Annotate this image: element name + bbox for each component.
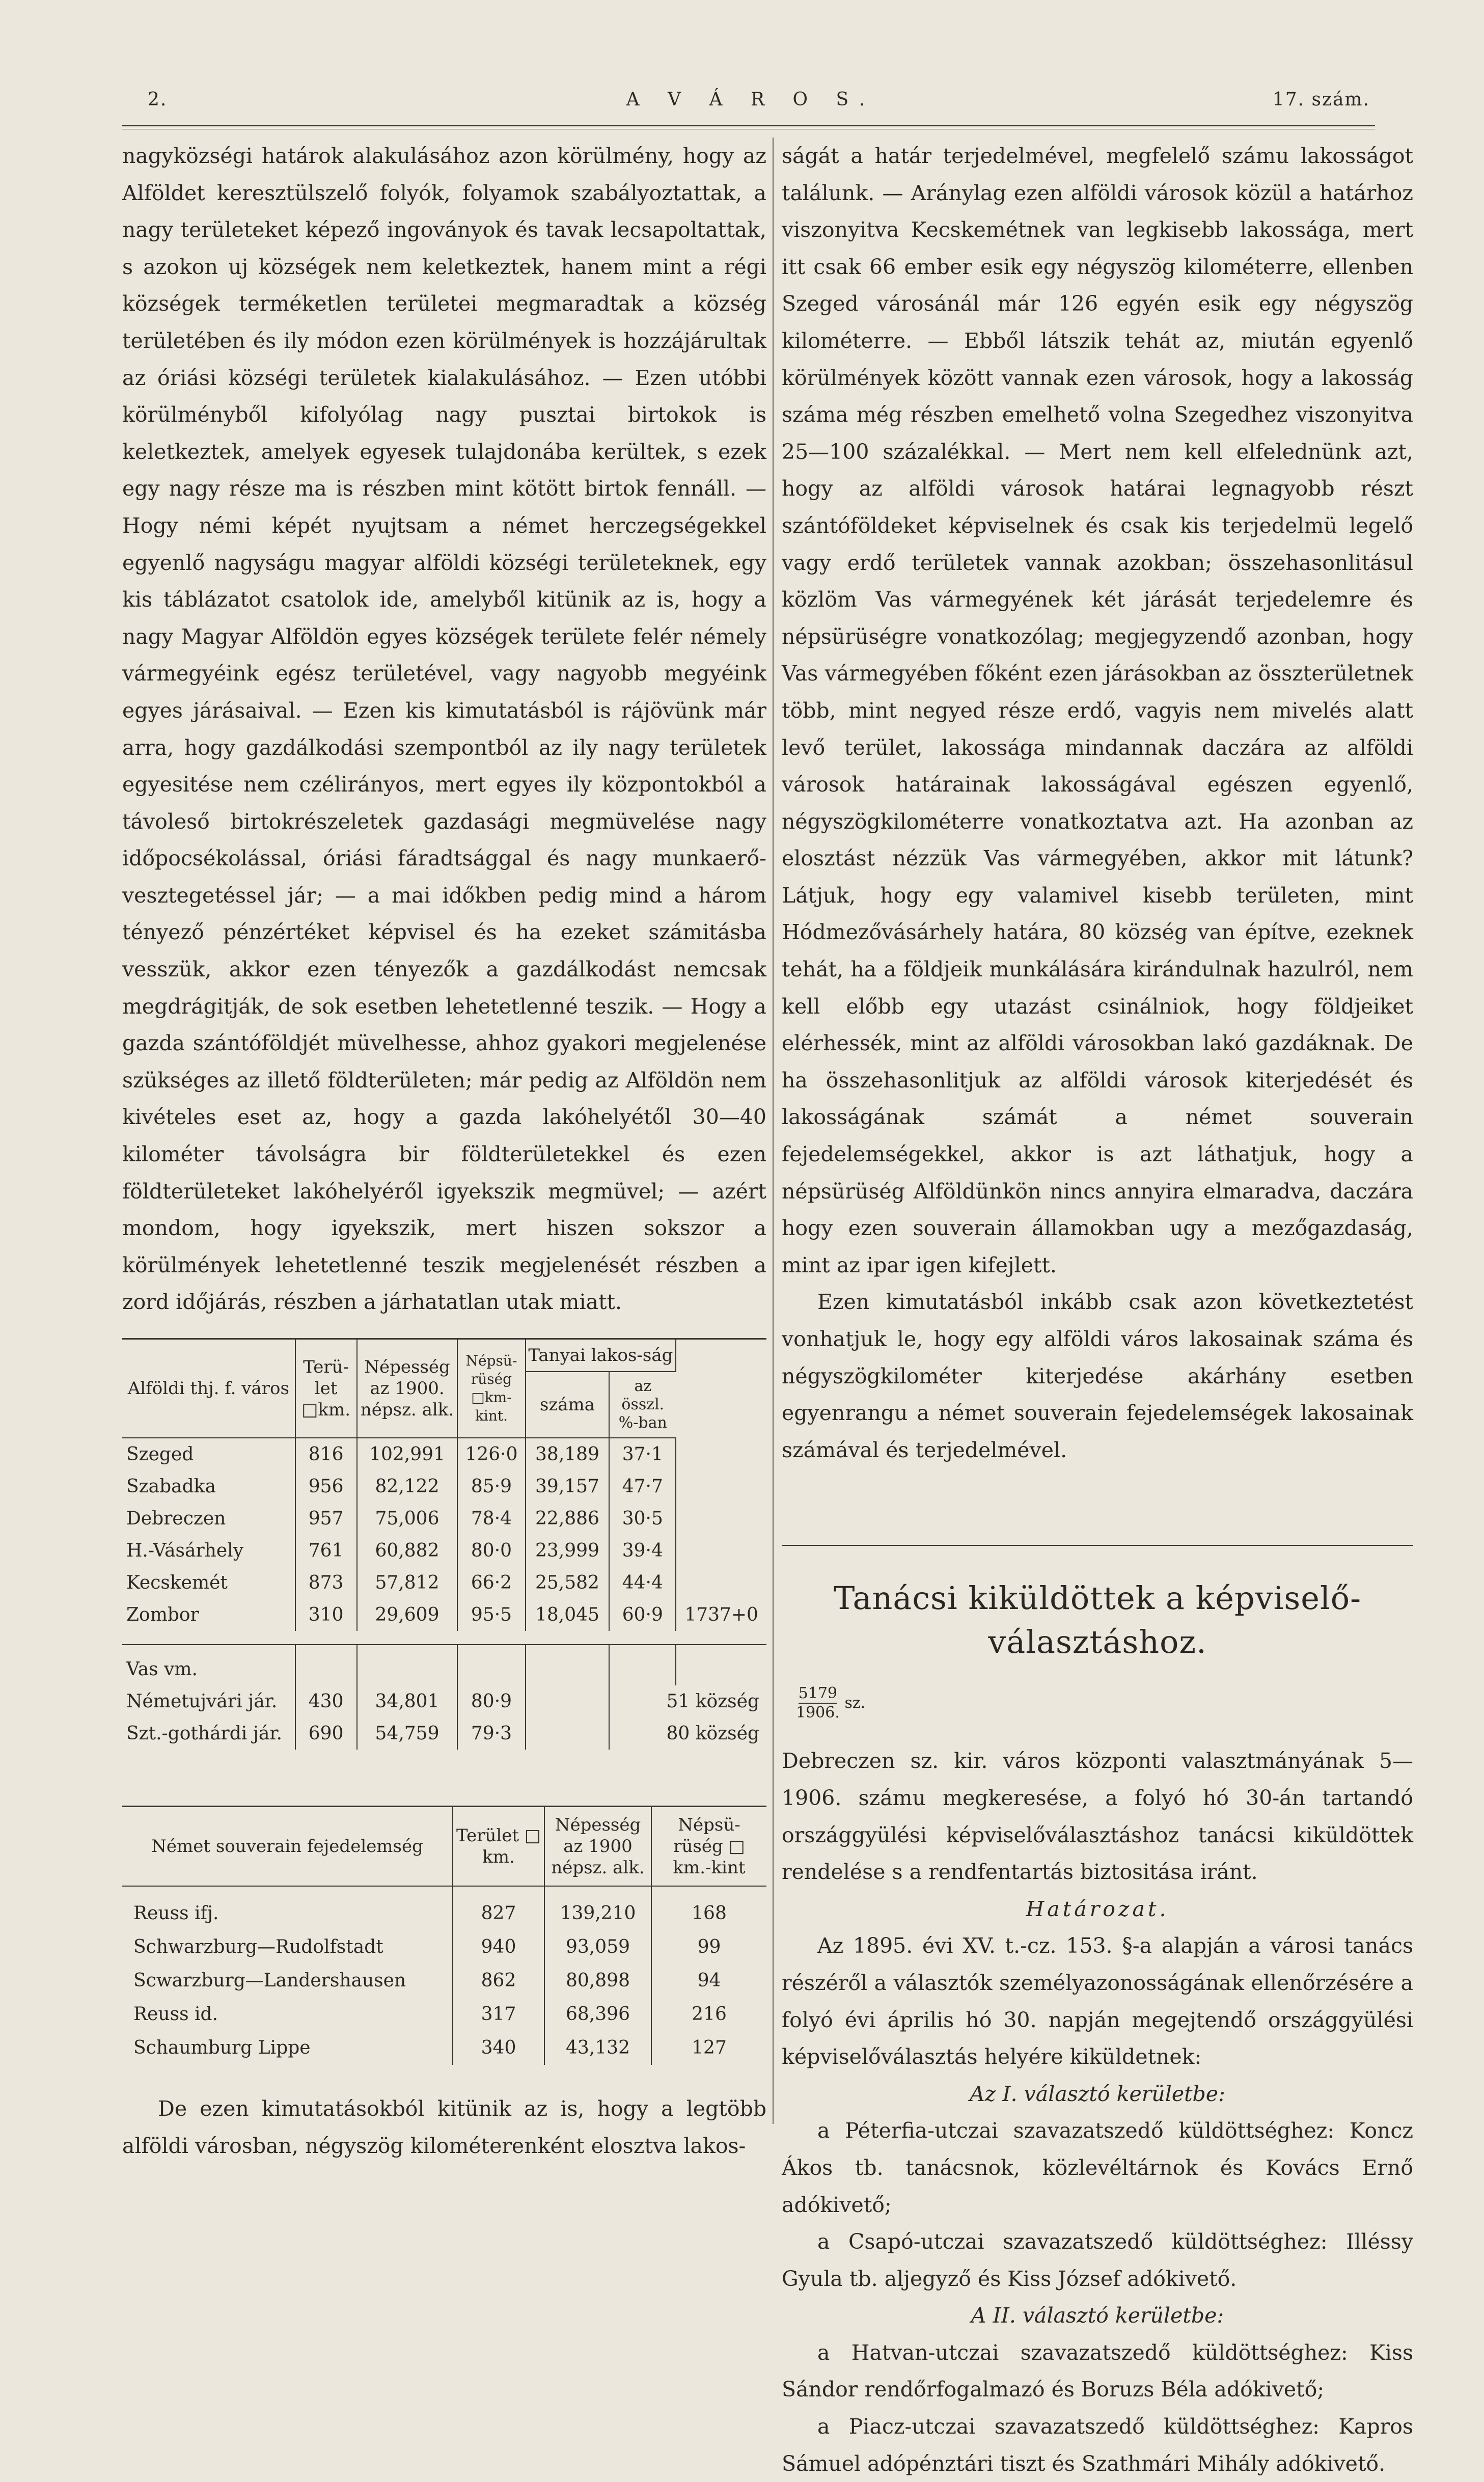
city-statistics-table bbox=[122, 1338, 766, 1770]
tanyai-count-value: 18,045 bbox=[526, 1599, 610, 1631]
ref-suffix: sz. bbox=[844, 1694, 866, 1712]
area-value: 430 bbox=[295, 1685, 357, 1717]
table-row bbox=[122, 1503, 766, 1535]
area-value: 317 bbox=[453, 1998, 544, 2031]
table-row bbox=[122, 1567, 766, 1599]
area-value: 816 bbox=[295, 1438, 357, 1470]
population-value: 54,759 bbox=[357, 1717, 458, 1750]
ref-number: 5179 bbox=[799, 1684, 837, 1704]
extra-value bbox=[676, 1470, 766, 1503]
table-row bbox=[122, 1470, 766, 1503]
tanyai-pct-value bbox=[609, 1645, 676, 1685]
density-value: 80·9 bbox=[457, 1685, 525, 1717]
right-paragraph: ságát a határ terjedelmével, megfelelő számu lakosságot találunk. — Aránylag ezen alföldi városok közül a határhoz viszonyitva Kecskemétnek van legkisebb lakossága, mert itt csak 66 ember esik egy négyszög kilométerre, ellenben Szeged városánál már 126 egyén esik egy négyszög kilométerre. — Ebből látszik tehát az, miután egyenlő körülmények között vannak ezen városok, hogy a lakosság száma még részben emelhető volna Szegedhez viszonyitva 25—100 százalékkal. — Mert nem kell elfelednünk azt, hogy az alföldi városok határai legnagyobb részt szántóföldeket képviselnek és csak kis terjedelmü legelő vagy erdő területek vannak azokban; összehasonlitásul közlöm Vas vármegyének két járását terjedelemre és népsürüségre vonatkozólag; megjegyzendő azonban, hogy Vas vármegyében főként ezen járásokban az összterületnek több, mint negyed része erdő, vagyis nem mivelés alatt levő terület, lakossága mindannak daczára az alföldi városok határainak lakosságával egészen egyenlő, négyszögkilométerre vonatkoztatva azt. Ha azonban az elosztást nézzük Vas vármegyében, akkor mit látunk? Látjuk, hogy egy valamivel kisebb területen, mint Hódmezővásárhely határa, 80 község van építve, ezeknek tehát, ha a földjeik munkálására kirándulnak hazulról, nem kell előbb egy utazást csinálniok, hogy földjeiket elérhessék, mint az alföldi városokban lakó gazdáknak. De ha összehasonlitjuk az alföldi városok kiterjedését és lakosságának számát a német souverain fejedelemségekkel, akkor is azt láthatjuk, hogy a népsürüség Alföldünkön nincs annyira elmaradva, daczára hogy ezen souverain államokban ugy a mezőgazdaság, mint az ipar igen kifejlett. bbox=[782, 144, 1413, 1277]
tanyai-pct-value: 60·9 bbox=[609, 1599, 676, 1631]
header-rule bbox=[122, 125, 1375, 129]
tanyai-pct-value: 44·4 bbox=[609, 1567, 676, 1599]
section-title: Tanácsi kiküldöttek a képviselő-választáshoz. bbox=[833, 1579, 1362, 1661]
tanyai-pct-value: 39·4 bbox=[609, 1535, 676, 1567]
col-header-city: Alföldi thj. f. város bbox=[122, 1339, 295, 1438]
table-row bbox=[122, 1535, 766, 1567]
extra-value bbox=[676, 1438, 766, 1470]
col-header-population: Népesség az 1900. népsz. alk. bbox=[357, 1339, 458, 1438]
table-row bbox=[122, 2031, 766, 2065]
table-row bbox=[122, 1717, 766, 1750]
population-value: 29,609 bbox=[357, 1599, 458, 1631]
area-value bbox=[295, 1645, 357, 1685]
right-column bbox=[782, 138, 1413, 2482]
tanyai-pct-value: 30·5 bbox=[609, 1503, 676, 1535]
col-header-area: Terület □ km. bbox=[453, 1807, 544, 1887]
col-header-population: Népesség az 1900 népsz. alk. bbox=[544, 1807, 651, 1887]
extra-value bbox=[676, 1535, 766, 1567]
population-value: 57,812 bbox=[357, 1567, 458, 1599]
density-value: 66·2 bbox=[457, 1567, 525, 1599]
area-value: 310 bbox=[295, 1599, 357, 1631]
table-bottom-spacer bbox=[122, 1750, 766, 1770]
tanyai-count-value: 22,886 bbox=[526, 1503, 610, 1535]
principality-table bbox=[122, 1806, 766, 2065]
density-value: 80·0 bbox=[457, 1535, 525, 1567]
density-value: 85·9 bbox=[457, 1470, 525, 1503]
tanyai-pct-value: 51 község bbox=[666, 1691, 759, 1712]
city-name: Szeged bbox=[122, 1438, 295, 1470]
density-value: 95·5 bbox=[457, 1599, 525, 1631]
col-header-tanyai-count: száma bbox=[526, 1372, 610, 1438]
left-column bbox=[122, 138, 766, 2164]
tanyai-count-value bbox=[526, 1645, 610, 1685]
tanyai-count-value: 23,999 bbox=[526, 1535, 610, 1567]
table-row bbox=[122, 1998, 766, 2031]
area-value: 340 bbox=[453, 2031, 544, 2065]
section-intro: Debreczen sz. kir. város központi valasztmányának 5—1906. számu megkeresése, a folyó hó 30-án tartandó országgyülési képviselőválasztáshoz tanácsi kiküldöttek rendelése s a rendfentartás biztositása iránt. bbox=[782, 1749, 1413, 1885]
table-row bbox=[122, 1645, 766, 1685]
city-name: Debreczen bbox=[122, 1503, 295, 1535]
tanyai-pct-value: 47·7 bbox=[609, 1470, 676, 1503]
table-separator bbox=[122, 1631, 766, 1645]
area-value: 873 bbox=[295, 1567, 357, 1599]
district1-heading: Az I. választó kerületbe: bbox=[970, 2081, 1225, 2106]
population-value bbox=[357, 1645, 458, 1685]
tanyai-count-value: 39,157 bbox=[526, 1470, 610, 1503]
col-header-density: Népsü-rüség □ km.-kint bbox=[651, 1807, 766, 1887]
col-header-tanyai-pct: az összl. %-ban bbox=[609, 1372, 676, 1438]
area-value: 957 bbox=[295, 1503, 357, 1535]
reference-number bbox=[796, 1684, 1413, 1722]
principality-name: Schaumburg Lippe bbox=[122, 2031, 453, 2065]
issue-number: 17. szám. bbox=[1272, 89, 1370, 110]
density-value: 79·3 bbox=[457, 1717, 525, 1750]
tanyai-pct-value: 80 község bbox=[666, 1723, 759, 1744]
table-row bbox=[122, 1438, 766, 1470]
extra-value bbox=[676, 1503, 766, 1535]
section-rule bbox=[782, 1545, 1413, 1546]
col-header-extra bbox=[676, 1339, 766, 1438]
extra-value bbox=[676, 1567, 766, 1599]
table-row bbox=[122, 1964, 766, 1998]
density-value: 78·4 bbox=[457, 1503, 525, 1535]
area-value: 862 bbox=[453, 1964, 544, 1998]
table-row bbox=[122, 1930, 766, 1964]
area-value: 827 bbox=[453, 1886, 544, 1930]
right-paragraph: Ezen kimutatásból inkább csak azon következtetést vonhatjuk le, hogy egy alföldi város lakosainak száma és négyszögkilométer kiterjedése akárhány esetben egyenrangu a német souverain fejedelemségek lakosainak számával és terjedelmével. bbox=[782, 1290, 1413, 1462]
population-value: 34,801 bbox=[357, 1685, 458, 1717]
table-row bbox=[122, 1685, 766, 1717]
population-value: 43,132 bbox=[544, 2031, 651, 2065]
city-name: H.-Vásárhely bbox=[122, 1535, 295, 1567]
density-value: 94 bbox=[697, 1970, 721, 1991]
district1-item: a Péterfia-utczai szavazatszedő küldöttséghez: Koncz Ákos tb. tanácsnok, közlevéltárnok és Kovács Ernő adókivető; bbox=[782, 2118, 1413, 2217]
density-value: 216 bbox=[692, 2004, 727, 2025]
district2-heading: A II. választó kerületbe: bbox=[971, 2303, 1224, 2328]
population-value: 102,991 bbox=[357, 1438, 458, 1470]
principality-name: Reuss id. bbox=[122, 1998, 453, 2031]
left-closing-paragraph: De ezen kimutatásokból kitünik az is, hogy a legtöbb alföldi városban, négyszög kilométerenként elosztva lakos- bbox=[122, 2096, 766, 2158]
publication-title: A V Á R O S. bbox=[626, 89, 876, 110]
city-name: Zombor bbox=[122, 1599, 295, 1631]
district2-item: a Piacz-utczai szavazatszedő küldöttséghez: Kapros Sámuel adópénztári tiszt és Szathmári Mihály adókivető. bbox=[782, 2414, 1413, 2476]
city-statistics-table-wrap bbox=[122, 1338, 766, 2065]
population-value: 82,122 bbox=[357, 1470, 458, 1503]
tanyai-count-value: 25,582 bbox=[526, 1567, 610, 1599]
col-header-principality: Német souverain fejedelemség bbox=[122, 1807, 453, 1887]
tanyai-pct-value: 37·1 bbox=[609, 1438, 676, 1470]
decision-heading: Határozat. bbox=[1026, 1896, 1169, 1921]
density-value: 99 bbox=[697, 1936, 721, 1957]
area-value: 690 bbox=[295, 1717, 357, 1750]
city-name: Vas vm. bbox=[122, 1645, 295, 1685]
col-header-tanyai: Tanyai lakos-ság bbox=[526, 1339, 676, 1372]
district2-item: a Hatvan-utczai szavazatszedő küldöttséghez: Kiss Sándor rendőrfogalmazó és Boruzs Béla adókivető; bbox=[782, 2340, 1413, 2402]
principality-name: Schwarzburg—Rudolfstadt bbox=[122, 1930, 453, 1964]
col-header-area: Terü-let □km. bbox=[295, 1339, 357, 1438]
population-value: 139,210 bbox=[544, 1886, 651, 1930]
area-value: 940 bbox=[453, 1930, 544, 1964]
population-value: 75,006 bbox=[357, 1503, 458, 1535]
tanyai-count-value bbox=[526, 1685, 610, 1717]
city-name: Kecskemét bbox=[122, 1567, 295, 1599]
table-row bbox=[122, 1886, 766, 1930]
left-paragraph: nagyközségi határok alakulásához azon körülmény, hogy az Alföldet keresztülszelő folyók, folyamok szabályoztattak, a nagy területeket képező ingoványok és tavak lecsapoltattak, s azokon uj községek nem keletkeztek, hanem mint a régi községek terméketlen területei megmaradtak a község területében és ily módon ezen körülmények is hozzájárultak az óriási községi területek kialakulásához. — Ezen utóbbi körülményből kifolyólag nagy pusztai birtokok is keletkeztek, amelyek egyesek tulajdonába kerültek, s ezek egy nagy része ma is részben mint kötött birtok fennáll. — Hogy némi képét nyujtsam a német herczegségekkel egyenlő nagyságu magyar alföldi községi területeknek, egy kis táblázatot csatolok ide, amelyből kitünik az is, hogy a nagy Magyar Alföldön egyes községek területe felér némely vármegyéink egész területével, vagy nagyobb megyéink egyes járásaival. — Ezen kis kimutatásból is rájövünk már arra, hogy gazdálkodási szempontból az ily nagy területek egyesitése nem czélirányos, mert egyes ily központokból a távoleső birtokrészeletek gazdasági megmüvelése nagy időpocsékolással, óriási fáradtsággal és nagy munkaerő-vesztegetéssel jár; — a mai időkben pedig mind a három tényező pénzértéket képvisel és ha ezeket számitásba vesszük, akkor ezen tényezők a gazdálkodást nemcsak megdrágitják, de sok esetben lehetetlenné teszik. — Hogy a gazda szántóföldjét müvelhesse, ahhoz gyakori megjelenése szükséges az illető földterületen; már pedig az Alföldön nem kivételes eset az, hogy a gazda lakóhelyétől 30—40 kilométer távolságra bir földterületekkel és ezen földterületeket lakóhelyéről igyekszik megmüvel; — azért mondom, hogy igyekszik, mert hiszen sokszor a körülmények lehetetlenné teszik megjelenését részben a zord időjárás, részben a járhatatlan utak miatt. bbox=[122, 144, 766, 1315]
tanyai-count-value: 38,189 bbox=[526, 1438, 610, 1470]
population-value: 60,882 bbox=[357, 1535, 458, 1567]
extra-value: 1737+0 bbox=[684, 1604, 758, 1625]
city-name: Szabadka bbox=[122, 1470, 295, 1503]
page-number: 2. bbox=[148, 89, 168, 110]
city-name: Németujvári jár. bbox=[122, 1685, 295, 1717]
ref-year: 1906. bbox=[796, 1704, 840, 1722]
density-value: 126·0 bbox=[457, 1438, 525, 1470]
column-divider bbox=[773, 138, 774, 2124]
population-value: 80,898 bbox=[544, 1964, 651, 1998]
tanyai-count-value bbox=[526, 1717, 610, 1750]
principality-name: Reuss ifj. bbox=[122, 1886, 453, 1930]
city-name: Szt.-gothárdi jár. bbox=[122, 1717, 295, 1750]
density-value: 168 bbox=[692, 1903, 727, 1924]
district1-item: a Csapó-utczai szavazatszedő küldöttséghez: Illéssy Gyula tb. aljegyző és Kiss József adókivető. bbox=[782, 2229, 1413, 2291]
principality-name: Scwarzburg—Landershausen bbox=[122, 1964, 453, 1998]
extra-value bbox=[676, 1645, 766, 1685]
density-value: 127 bbox=[692, 2037, 727, 2058]
page-header bbox=[122, 89, 1380, 120]
col-header-density: Népsü-rüség □km-kint. bbox=[457, 1339, 525, 1438]
area-value: 956 bbox=[295, 1470, 357, 1503]
decision-text: Az 1895. évi XV. t.-cz. 153. §-a alapján a városi tanács részéről a választók személyazonosságának ellenőrzésére a folyó évi április hó 30. napján megejtendő országgyülési képviselőválasztás helyére kiküldetnek: bbox=[782, 1933, 1413, 2069]
area-value: 761 bbox=[295, 1535, 357, 1567]
table-row bbox=[122, 1599, 766, 1631]
density-value bbox=[457, 1645, 525, 1685]
population-value: 68,396 bbox=[544, 1998, 651, 2031]
population-value: 93,059 bbox=[544, 1930, 651, 1964]
